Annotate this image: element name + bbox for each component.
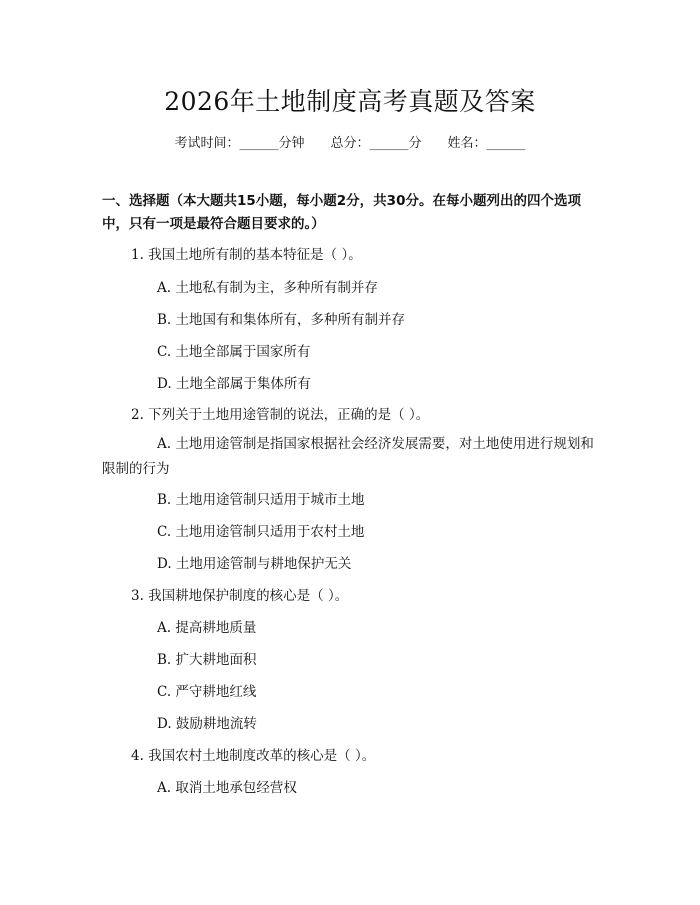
total-score-field: 总分：______分 [330, 136, 422, 151]
question-1-option-a: A. 土地私有制为主，多种所有制并存 [157, 280, 378, 296]
question-1-stem: 1. 我国土地所有制的基本特征是（ ）。 [131, 247, 362, 263]
question-1-option-c: C. 土地全部属于国家所有 [157, 344, 311, 360]
question-3-option-a: A. 提高耕地质量 [157, 620, 257, 636]
question-3-option-d: D. 鼓励耕地流转 [157, 716, 257, 732]
question-3-stem: 3. 我国耕地保护制度的核心是（ ）。 [131, 588, 349, 604]
question-1-option-b: B. 土地国有和集体所有，多种所有制并存 [157, 312, 406, 328]
question-4-stem: 4. 我国农村土地制度改革的核心是（ ）。 [131, 748, 376, 764]
question-4-option-a: A. 取消土地承包经营权 [157, 780, 297, 796]
exam-time-field: 考试时间：______分钟 [174, 136, 305, 151]
question-2-option-b: B. 土地用途管制只适用于城市土地 [157, 492, 365, 508]
student-name-field: 姓名：______ [447, 136, 526, 151]
exam-info-line [0, 132, 700, 151]
question-2-option-d: D. 土地用途管制与耕地保护无关 [157, 556, 352, 572]
question-2-option-a: A. 土地用途管制是指国家根据社会经济发展需要，对土地使用进行规划和限制的行为 [102, 436, 594, 477]
question-1-option-d: D. 土地全部属于集体所有 [157, 376, 311, 392]
question-3-option-b: B. 扩大耕地面积 [157, 652, 257, 668]
section-header: 一、选择题（本大题共15小题，每小题2分，共30分。在每小题列出的四个选项中，只有一项是最符合题目要求的。） [102, 193, 581, 232]
question-2-option-c: C. 土地用途管制只适用于农村土地 [157, 524, 365, 540]
page-title: 2026年土地制度高考真题及答案 [164, 87, 536, 116]
question-2-stem: 2. 下列关于土地用途管制的说法，正确的是（ ）。 [131, 407, 430, 423]
question-3-option-c: C. 严守耕地红线 [157, 684, 257, 700]
